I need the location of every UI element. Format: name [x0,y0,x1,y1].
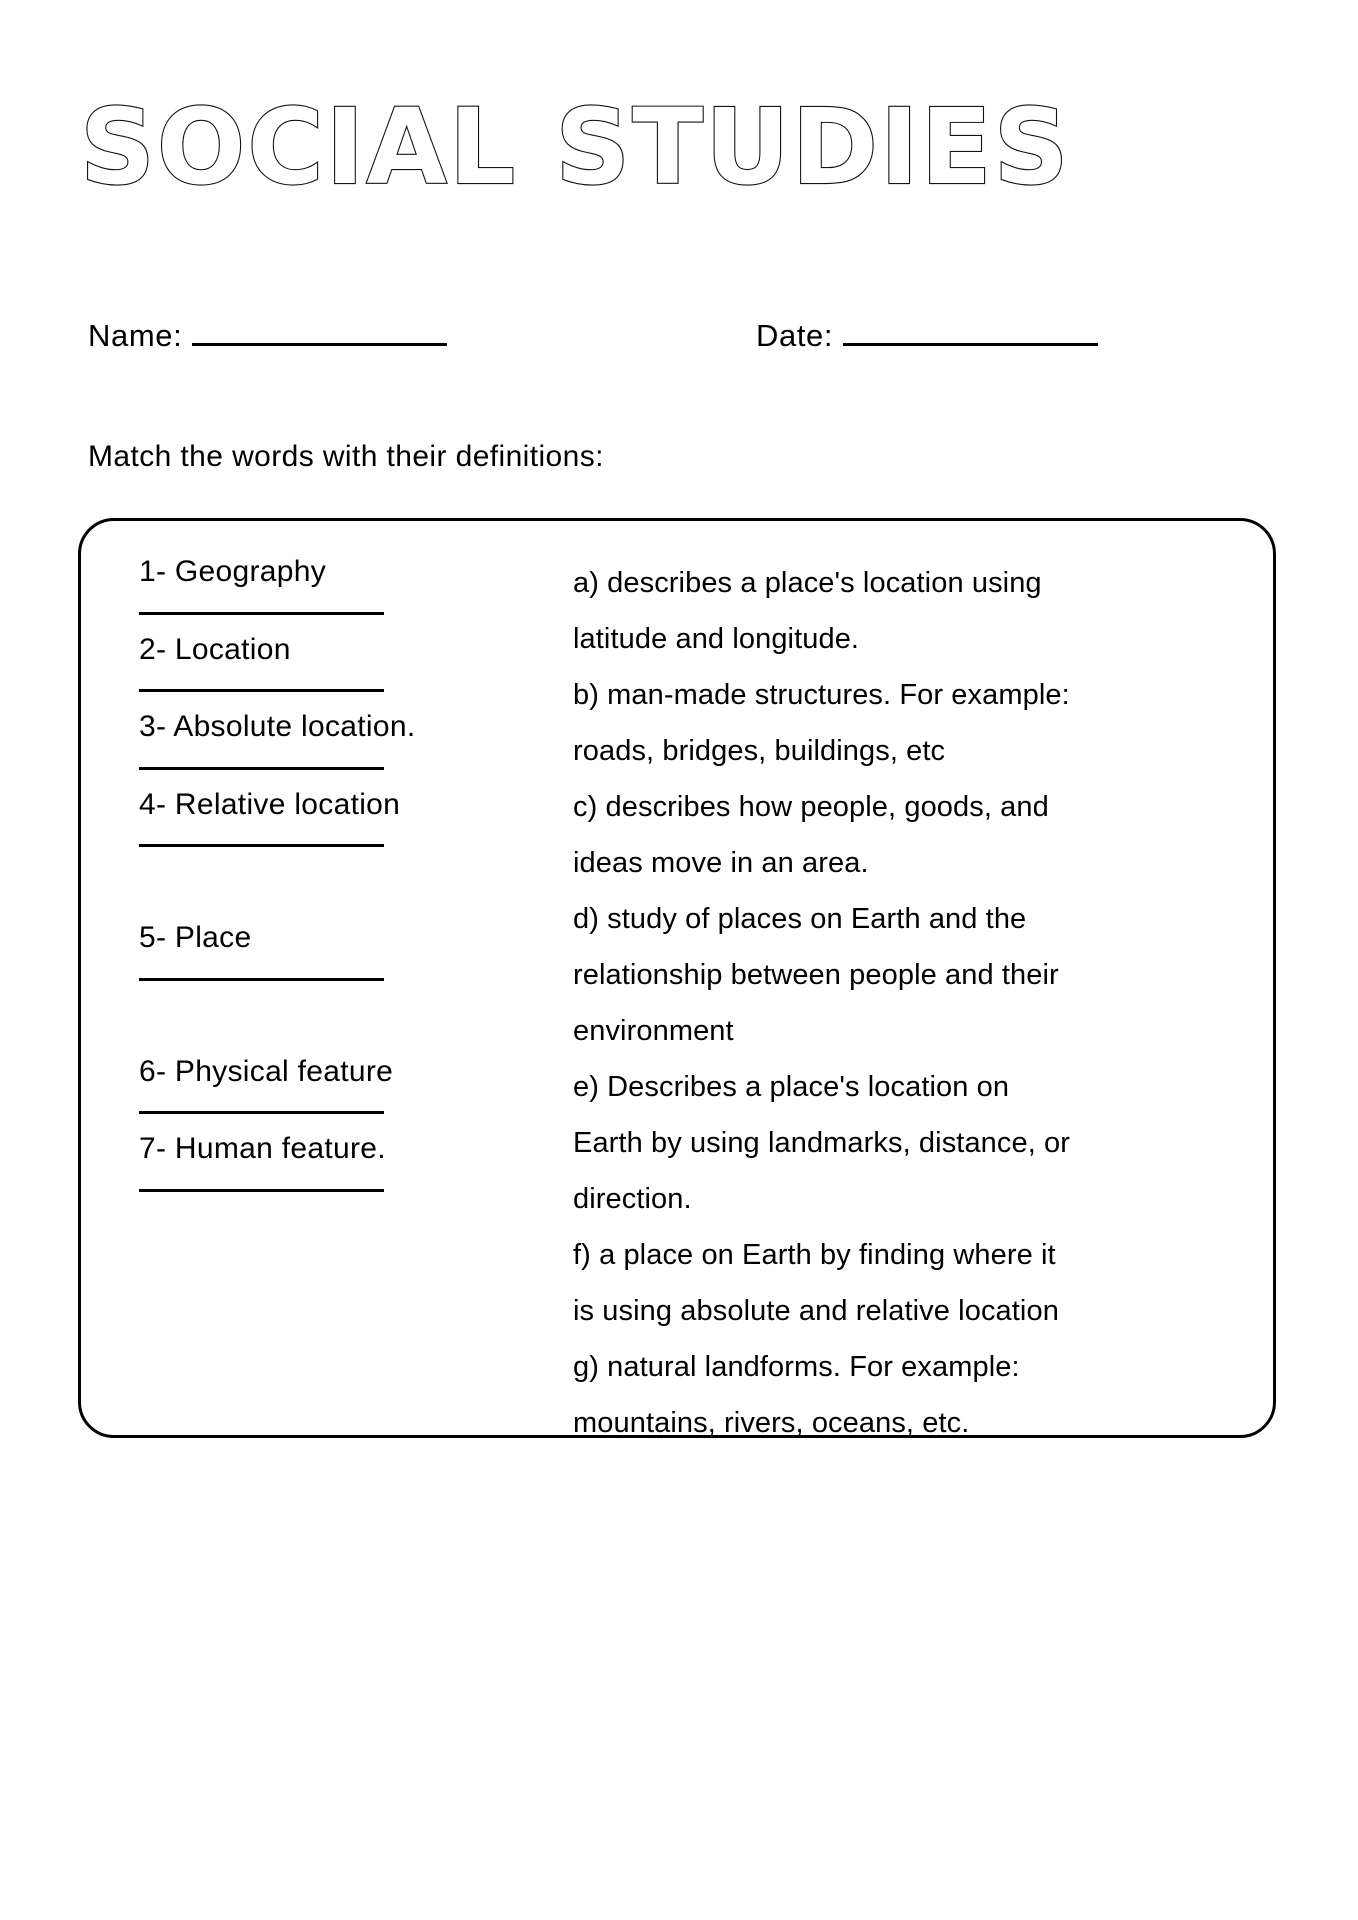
definition-item [573,779,1233,891]
term-row [139,555,539,615]
term-label: 1- Geography [139,555,327,588]
term-label: 5- Place [139,921,252,954]
definition-line: is using absolute and relative location [573,1295,1059,1327]
term-answer-blank[interactable] [139,689,384,692]
definition-line: f) a place on Earth by finding where it [573,1239,1056,1271]
term-row [139,1132,539,1192]
title-text: SOCIAL STUDIES [80,88,1071,208]
term-label: 6- Physical feature [139,1054,394,1088]
matching-exercise-box [78,518,1276,1438]
terms-column [139,555,539,1192]
definition-line: roads, bridges, buildings, etc [573,735,946,767]
term-row [139,633,539,693]
definition-item [573,1227,1233,1339]
term-row [139,1055,539,1115]
instruction-text: Match the words with their definitions: [88,440,604,473]
name-field-group [88,320,447,351]
definition-line: direction. [573,1183,692,1215]
term-row [139,788,539,848]
term-answer-blank[interactable] [139,1111,384,1114]
definition-item [573,1339,1233,1451]
definition-line: ideas move in an area. [573,847,869,879]
definition-line: latitude and longitude. [573,623,860,655]
date-label: Date: [756,318,834,353]
title-outline-svg [78,88,1098,208]
definition-line: g) natural landforms. For example: [573,1351,1020,1383]
name-label: Name: [88,318,183,353]
definition-item [573,1059,1233,1227]
definition-line: environment [573,1015,734,1047]
definition-line: mountains, rivers, oceans, etc. [573,1407,970,1439]
term-label: 7- Human feature. [139,1132,386,1165]
definition-line: Earth by using landmarks, distance, or [573,1127,1071,1159]
term-answer-blank[interactable] [139,1189,384,1192]
term-row [139,921,539,981]
definition-line: a) describes a place's location using [573,567,1042,599]
term-row [139,710,539,770]
definition-item [573,555,1233,667]
date-input-line[interactable] [843,343,1098,346]
definition-line: relationship between people and their [573,959,1059,991]
definition-item [573,891,1233,1059]
term-label: 3- Absolute location. [139,710,416,743]
definition-line: e) Describes a place's location on [573,1071,1010,1103]
definition-line: b) man-made structures. For example: [573,679,1070,711]
term-answer-blank[interactable] [139,767,384,770]
page-title [78,88,1098,208]
name-date-row [88,320,1208,370]
term-answer-blank[interactable] [139,844,384,847]
name-input-line[interactable] [192,343,447,346]
term-answer-blank[interactable] [139,612,384,615]
date-field-group [756,320,1098,351]
matching-columns [81,521,1273,1439]
term-answer-blank[interactable] [139,978,384,981]
definition-line: c) describes how people, goods, and [573,791,1049,823]
definition-line: d) study of places on Earth and the [573,903,1027,935]
term-label: 4- Relative location [139,787,401,821]
definition-item [573,667,1233,779]
term-label: 2- Location [139,632,291,666]
definitions-column [573,555,1233,1451]
